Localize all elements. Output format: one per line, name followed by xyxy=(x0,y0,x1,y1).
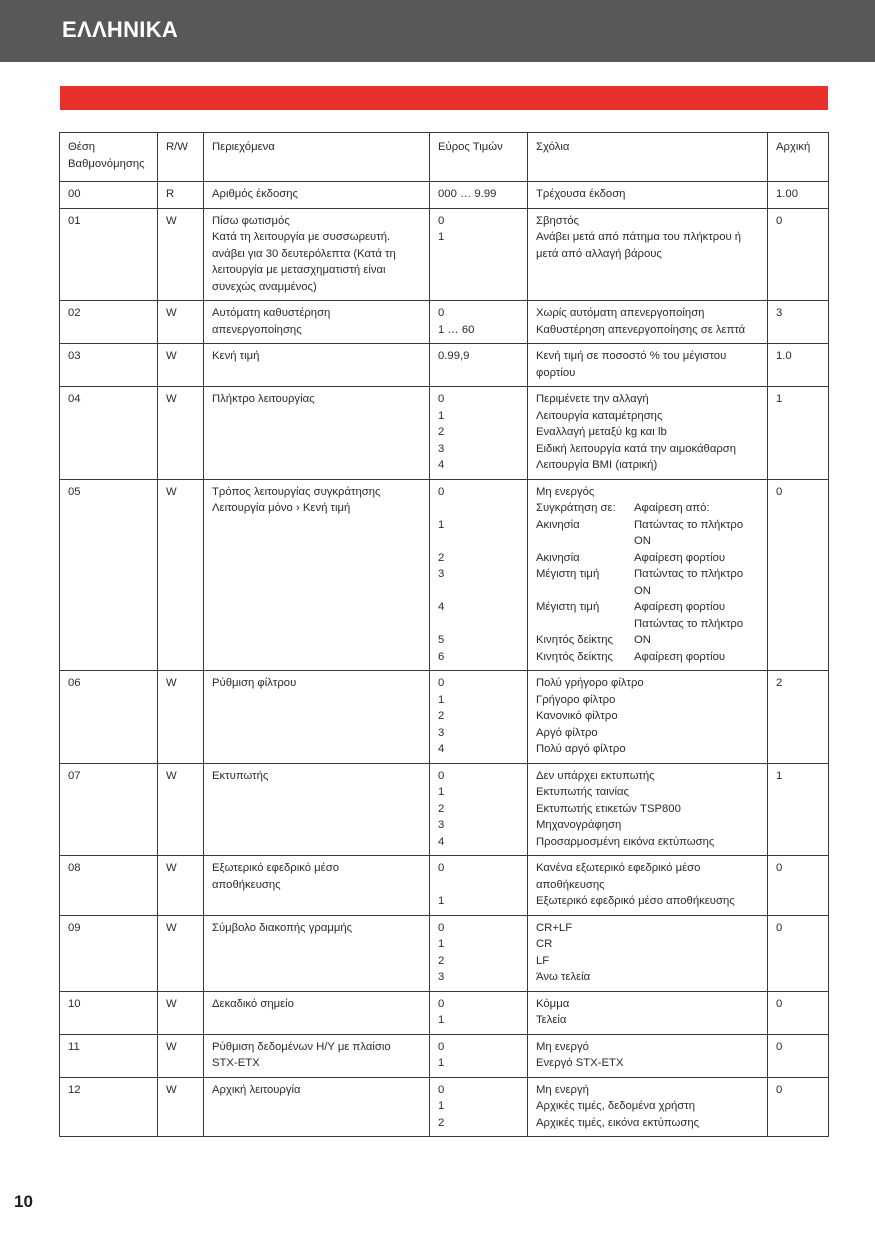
range-value: 4 xyxy=(438,743,445,755)
comment-line: Αργό φίλτρο xyxy=(536,726,598,739)
cell-comments xyxy=(528,387,768,480)
comment-line: Χωρίς αυτόματη απενεργοποίηση xyxy=(536,307,705,319)
comment-line: Μη ενεργό xyxy=(536,1040,589,1053)
table-row xyxy=(60,344,829,387)
table-row xyxy=(60,763,829,856)
cell-comments xyxy=(528,856,768,916)
range-value: 3 xyxy=(438,971,445,983)
range-value: 1 xyxy=(438,693,445,706)
cell-rw: W xyxy=(158,1077,204,1137)
cell-range xyxy=(430,991,528,1034)
comment-left: Συγκράτηση σε: xyxy=(536,502,616,514)
comment-line: CR+LF xyxy=(536,921,573,934)
content-line: συνεχώς αναμμένος) xyxy=(212,280,317,293)
column-header: Εύρος Τιμών xyxy=(430,133,528,182)
content-line: λειτουργία με μετασχηματιστή είναι xyxy=(212,264,386,276)
spacer xyxy=(438,583,519,600)
page-number: 10 xyxy=(14,1192,33,1211)
content-line: Αριθμός έκδοσης xyxy=(212,188,298,200)
cell-content xyxy=(204,763,430,856)
range-value: 1 xyxy=(438,1014,445,1026)
column-header: R/W xyxy=(158,133,204,182)
range-value: 3 xyxy=(438,442,445,455)
column-header: Σχόλια xyxy=(528,133,768,182)
content-line: Δεκαδικό σημείο xyxy=(212,997,294,1010)
content-line: STX-ETX xyxy=(212,1057,260,1069)
comment-line: Περιμένετε την αλλαγή xyxy=(536,393,649,405)
cell-rw: W xyxy=(158,208,204,301)
comment-pair xyxy=(536,599,759,616)
cell-content xyxy=(204,208,430,301)
comment-line: Εναλλαγή μεταξύ kg και lb xyxy=(536,426,667,438)
content-line: Ρύθμιση φίλτρου xyxy=(212,677,297,689)
comment-pair xyxy=(536,500,759,517)
content-line: Τρόπος λειτουργίας συγκράτησης xyxy=(212,485,381,498)
range-value: 0 xyxy=(438,997,445,1010)
range-value: 0.99,9 xyxy=(438,350,470,362)
cell-initial: 0 xyxy=(768,991,829,1034)
cell-content xyxy=(204,856,430,916)
comment-line: Αρχικές τιμές, δεδομένα χρήστη xyxy=(536,1100,696,1112)
cell-initial: 1 xyxy=(768,763,829,856)
content-line: Πίσω φωτισμός xyxy=(212,214,290,227)
cell-initial: 0 xyxy=(768,479,829,671)
table-row xyxy=(60,208,829,301)
comment-line: Ειδική λειτουργία κατά την αιμοκάθαρση xyxy=(536,442,737,455)
cell-position: 01 xyxy=(60,208,158,301)
content-line: Λειτουργία μόνο › Κενή τιμή xyxy=(212,502,351,514)
range-value: 3 xyxy=(438,568,445,580)
cell-initial: 1.0 xyxy=(768,344,829,387)
table-row xyxy=(60,387,829,480)
range-value: 1 xyxy=(438,938,445,950)
comment-pair xyxy=(536,649,759,666)
cell-content xyxy=(204,387,430,480)
comment-pair xyxy=(536,533,759,550)
cell-rw: W xyxy=(158,763,204,856)
range-value: 4 xyxy=(438,835,445,848)
language-title: ΕΛΛΗΝΙΚΑ xyxy=(62,17,179,42)
cell-rw: W xyxy=(158,344,204,387)
comment-line: Προσαρμοσμένη εικόνα εκτύπωσης xyxy=(536,835,715,848)
range-value: 5 xyxy=(438,634,445,646)
cell-content xyxy=(204,1034,430,1077)
comment-right: Αφαίρεση από: xyxy=(634,502,710,514)
cell-comments xyxy=(528,479,768,671)
comment-line: Πολύ αργό φίλτρο xyxy=(536,743,626,755)
content-line: Κενή τιμή xyxy=(212,350,260,362)
cell-range xyxy=(430,387,528,480)
cell-rw: W xyxy=(158,301,204,344)
comment-right: Αφαίρεση φορτίου xyxy=(634,551,726,564)
comment-line: Μη ενεργή xyxy=(536,1083,589,1096)
comment-pair xyxy=(536,583,759,600)
cell-initial: 2 xyxy=(768,671,829,764)
content-line: Εκτυπωτής xyxy=(212,769,269,782)
cell-rw: W xyxy=(158,671,204,764)
cell-content xyxy=(204,1077,430,1137)
table-header-row xyxy=(60,133,829,182)
cell-position: 08 xyxy=(60,856,158,916)
cell-position: 02 xyxy=(60,301,158,344)
range-value: 0 xyxy=(438,1083,445,1096)
cell-comments xyxy=(528,671,768,764)
range-value: 1 xyxy=(438,409,445,422)
cell-initial: 0 xyxy=(768,1034,829,1077)
cell-position: 00 xyxy=(60,182,158,209)
range-value: 2 xyxy=(438,426,445,438)
cell-content xyxy=(204,671,430,764)
comment-pair xyxy=(536,550,759,567)
table-row xyxy=(60,915,829,991)
cell-rw: R xyxy=(158,182,204,209)
cell-comments xyxy=(528,182,768,209)
cell-comments xyxy=(528,763,768,856)
content-line: Αυτόματη καθυστέρηση xyxy=(212,307,331,319)
range-value: 2 xyxy=(438,551,445,564)
comment-pair xyxy=(536,517,759,534)
comment-line: Αρχικές τιμές, εικόνα εκτύπωσης xyxy=(536,1116,700,1129)
range-value: 2 xyxy=(438,954,445,967)
range-value: 1 xyxy=(438,786,445,798)
range-value: 0 xyxy=(438,921,445,934)
cell-content xyxy=(204,301,430,344)
cell-position: 11 xyxy=(60,1034,158,1077)
cell-range xyxy=(430,479,528,671)
cell-initial: 3 xyxy=(768,301,829,344)
cell-range xyxy=(430,915,528,991)
cell-rw: W xyxy=(158,915,204,991)
cell-content xyxy=(204,182,430,209)
comment-pair xyxy=(536,616,759,633)
cell-content xyxy=(204,915,430,991)
comment-right: Πατώντας το πλήκτρο xyxy=(634,568,744,580)
cell-range xyxy=(430,856,528,916)
range-value: 6 xyxy=(438,650,445,663)
range-value: 0 xyxy=(438,214,445,227)
range-value: 1 … 60 xyxy=(438,323,475,336)
comment-line: Καθυστέρηση απενεργοποίησης σε λεπτά xyxy=(536,323,746,336)
comment-right: Αφαίρεση φορτίου xyxy=(634,650,726,663)
comment-line: Κενή τιμή σε ποσοστό % του μέγιστου xyxy=(536,350,727,362)
table-row xyxy=(60,856,829,916)
red-accent-bar xyxy=(60,86,828,110)
comment-line: Ανάβει μετά από πάτημα του πλήκτρου ή xyxy=(536,231,742,243)
spacer xyxy=(438,616,519,633)
cell-rw: W xyxy=(158,479,204,671)
comment-right: ON xyxy=(634,535,651,547)
cell-position: 05 xyxy=(60,479,158,671)
range-value: 4 xyxy=(438,459,445,471)
range-value: 000 … 9.99 xyxy=(438,188,497,200)
comment-line: μετά από αλλαγή βάρους xyxy=(536,247,662,260)
cell-rw: W xyxy=(158,1034,204,1077)
cell-comments xyxy=(528,301,768,344)
content-line: Ρύθμιση δεδομένων Η/Υ με πλαίσιο xyxy=(212,1040,391,1053)
range-value: 0 xyxy=(438,393,445,405)
content-line: Σύμβολο διακοπής γραμμής xyxy=(212,921,353,934)
range-value: 0 xyxy=(438,485,445,498)
comment-left xyxy=(536,533,634,550)
comment-line: Πολύ γρήγορο φίλτρο xyxy=(536,677,644,689)
content-line: Πλήκτρο λειτουργίας xyxy=(212,393,315,405)
comment-line: Εκτυπωτής ετικετών TSP800 xyxy=(536,802,681,815)
range-value: 0 xyxy=(438,862,445,874)
range-value: 2 xyxy=(438,710,445,722)
cell-initial: 0 xyxy=(768,915,829,991)
cell-range xyxy=(430,1077,528,1137)
cell-position: 07 xyxy=(60,763,158,856)
comment-line: CR xyxy=(536,938,553,950)
cell-range xyxy=(430,344,528,387)
comment-line: Λειτουργία καταμέτρησης xyxy=(536,409,663,422)
comment-left: Ακινησία xyxy=(536,518,580,531)
range-value: 2 xyxy=(438,1116,445,1129)
table-row xyxy=(60,1077,829,1137)
range-value: 1 xyxy=(438,1057,445,1069)
content-line: Εξωτερικό εφεδρικό μέσο xyxy=(212,862,339,874)
cell-initial: 1.00 xyxy=(768,182,829,209)
comment-left: Κινητός δείκτης xyxy=(536,650,613,663)
comment-left: Κινητός δείκτης xyxy=(536,634,613,646)
cell-initial: 1 xyxy=(768,387,829,480)
cell-comments xyxy=(528,208,768,301)
comment-right: Πατώντας το πλήκτρο xyxy=(634,518,744,531)
content-line: Αρχική λειτουργία xyxy=(212,1083,301,1096)
comment-line: αποθήκευσης xyxy=(536,878,605,891)
comment-line: Μη ενεργός xyxy=(536,485,595,498)
comment-line: Τελεία xyxy=(536,1014,567,1026)
cell-range xyxy=(430,1034,528,1077)
range-value: 0 xyxy=(438,769,445,782)
table-row xyxy=(60,991,829,1034)
table-row xyxy=(60,182,829,209)
cell-position: 12 xyxy=(60,1077,158,1137)
cell-comments xyxy=(528,991,768,1034)
cell-content xyxy=(204,991,430,1034)
comment-line: Ενεργό STX-ETX xyxy=(536,1057,624,1069)
content-line: αποθήκευσης xyxy=(212,878,281,891)
comment-line: Γρήγορο φίλτρο xyxy=(536,693,616,706)
cell-rw: W xyxy=(158,387,204,480)
comment-left xyxy=(536,583,634,600)
comment-line: Μηχανογράφηση xyxy=(536,819,622,831)
table-row xyxy=(60,671,829,764)
cell-content xyxy=(204,479,430,671)
content-line: απενεργοποίησης xyxy=(212,323,302,336)
cell-position: 04 xyxy=(60,387,158,480)
comment-line: Σβηστός xyxy=(536,214,579,227)
cell-comments xyxy=(528,915,768,991)
cell-comments xyxy=(528,1034,768,1077)
cell-position: 09 xyxy=(60,915,158,991)
cell-initial: 0 xyxy=(768,1077,829,1137)
comment-line: LF xyxy=(536,954,550,967)
cell-rw: W xyxy=(158,856,204,916)
cell-initial: 0 xyxy=(768,208,829,301)
range-value: 1 xyxy=(438,231,445,243)
comment-line: Εκτυπωτής ταινίας xyxy=(536,786,629,798)
cell-range xyxy=(430,763,528,856)
table-row xyxy=(60,301,829,344)
range-value: 0 xyxy=(438,677,445,689)
comment-line: φορτίου xyxy=(536,366,576,379)
column-header: Περιεχόμενα xyxy=(204,133,430,182)
range-value: 3 xyxy=(438,819,445,831)
range-value: 1 xyxy=(438,518,445,531)
cell-range xyxy=(430,671,528,764)
range-value: 1 xyxy=(438,895,445,907)
range-value: 3 xyxy=(438,726,445,739)
page-header xyxy=(0,0,875,62)
comment-left: Μέγιστη τιμή xyxy=(536,568,600,580)
range-value: 2 xyxy=(438,802,445,815)
comment-line: Άνω τελεία xyxy=(536,971,591,983)
comment-line: Λειτουργία BMI (ιατρική) xyxy=(536,459,658,471)
spacer xyxy=(438,533,519,550)
spacer xyxy=(438,500,519,517)
comment-line: Κόμμα xyxy=(536,997,570,1010)
cell-position: 03 xyxy=(60,344,158,387)
cell-rw: W xyxy=(158,991,204,1034)
comment-right: Πατώντας το πλήκτρο xyxy=(634,617,744,630)
range-value: 0 xyxy=(438,307,445,319)
comment-left: Ακινησία xyxy=(536,551,580,564)
cell-position: 06 xyxy=(60,671,158,764)
comment-pair xyxy=(536,566,759,583)
cell-range xyxy=(430,301,528,344)
comment-right: ON xyxy=(634,634,651,646)
comment-line: Κανένα εξωτερικό εφεδρικό μέσο xyxy=(536,862,701,874)
comment-line: Εξωτερικό εφεδρικό μέσο αποθήκευσης xyxy=(536,895,735,907)
cell-comments xyxy=(528,1077,768,1137)
table-row xyxy=(60,1034,829,1077)
comment-line: Δεν υπάρχει εκτυπωτής xyxy=(536,769,655,782)
column-header: Θέση Βαθμονόμησης xyxy=(60,133,158,182)
comment-left: Μέγιστη τιμή xyxy=(536,601,600,613)
cell-initial: 0 xyxy=(768,856,829,916)
cell-content xyxy=(204,344,430,387)
range-value: 0 xyxy=(438,1040,445,1053)
cell-comments xyxy=(528,344,768,387)
range-value: 1 xyxy=(438,1100,445,1112)
column-header: Αρχική xyxy=(768,133,829,182)
content-line: Κατά τη λειτουργία με συσσωρευτή. xyxy=(212,231,391,243)
cell-range xyxy=(430,208,528,301)
comment-right: ON xyxy=(634,584,651,597)
comment-pair xyxy=(536,632,759,649)
table-body xyxy=(60,182,829,1137)
cell-range xyxy=(430,182,528,209)
comment-line: Κανονικό φίλτρο xyxy=(536,710,618,722)
comment-left xyxy=(536,616,634,633)
calibration-table xyxy=(59,132,829,1137)
comment-line: Τρέχουσα έκδοση xyxy=(536,188,626,200)
content-line: ανάβει για 30 δευτερόλεπτα (Κατά τη xyxy=(212,247,396,260)
comment-right: Αφαίρεση φορτίου xyxy=(634,601,726,613)
cell-position: 10 xyxy=(60,991,158,1034)
spacer xyxy=(438,877,519,894)
table-row xyxy=(60,479,829,671)
range-value: 4 xyxy=(438,601,445,613)
